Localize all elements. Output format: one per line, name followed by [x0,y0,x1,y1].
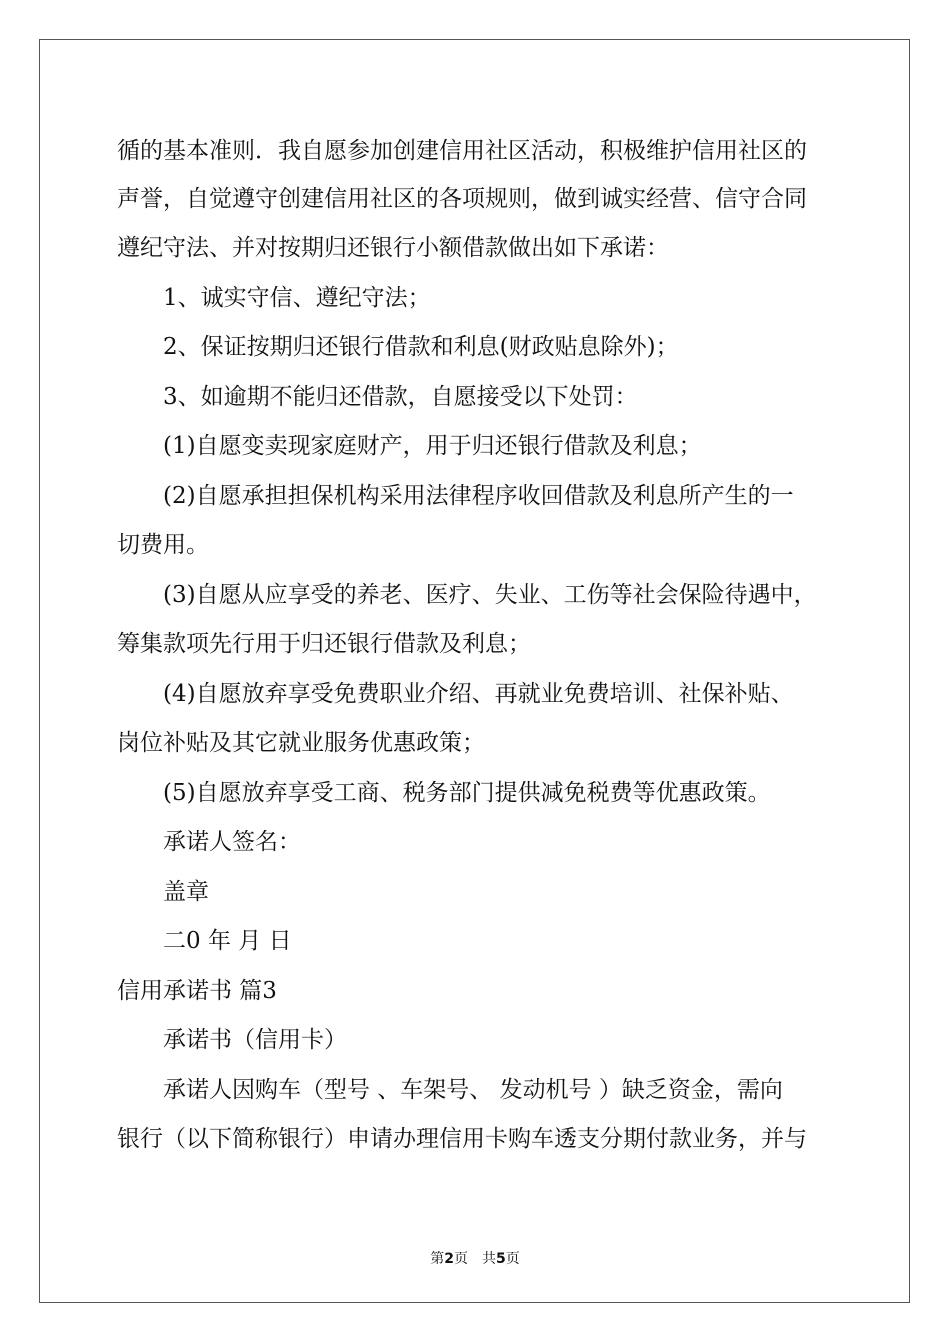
penalty-item-4: (4)自愿放弃享受免费职业介绍、再就业免费培训、社保补贴、 [163,681,794,707]
penalty-item-3: (3)自愿从应享受的养老、医疗、失业、工伤等社会保险待遇中， [163,582,817,608]
promise-item-2: 2、保证按期归还银行借款和利息(财政贴息除外)； [163,334,679,360]
paragraph-line-3: 遵纪守法、并对按期归还银行小额借款做出如下承诺： [117,235,669,261]
footer-suffix: 页 [505,1251,520,1267]
signature-label: 承诺人签名： [163,829,301,855]
penalty-item-4-cont: 岗位补贴及其它就业服务优惠政策； [117,730,485,756]
penalty-item-2-cont: 切费用。 [117,532,209,558]
penalty-item-2: (2)自愿承担担保机构采用法律程序收回借款及利息所产生的一 [163,483,794,509]
section-heading: 信用承诺书 篇3 [117,978,277,1004]
paragraph-line-2: 声誉，自觉遵守创建信用社区的各项规则，做到诚实经营、信守合同 [117,186,807,212]
footer-total-pages: 5 [496,1251,506,1267]
penalty-item-3-cont: 筹集款项先行用于归还银行借款及利息； [117,631,531,657]
seal-label: 盖章 [163,879,209,905]
page-border [39,39,910,1303]
body-line-2: 银行（以下简称银行）申请办理信用卡购车透支分期付款业务，并与 [117,1126,807,1152]
page-footer [0,1248,950,1268]
date-line: 二0 年 月 日 [163,928,292,954]
body-line-1: 承诺人因购车（型号 、车架号、 发动机号 ）缺乏资金，需向 [163,1077,783,1103]
document-title: 承诺书（信用卡） [163,1027,347,1053]
footer-middle: 页 共 [454,1251,496,1267]
penalty-item-5: (5)自愿放弃享受工商、税务部门提供减免税费等优惠政策。 [163,780,771,806]
paragraph-line-1: 循的基本准则．我自愿参加创建信用社区活动，积极维护信用社区的 [117,138,807,164]
promise-item-3: 3、如逾期不能归还借款，自愿接受以下处罚： [163,384,638,410]
footer-page-number: 2 [444,1251,454,1267]
penalty-item-1: (1)自愿变卖现家庭财产，用于归还银行借款及利息； [163,433,702,459]
promise-item-1: 1、诚实守信、遵纪守法； [163,285,431,311]
footer-prefix: 第 [430,1251,445,1267]
